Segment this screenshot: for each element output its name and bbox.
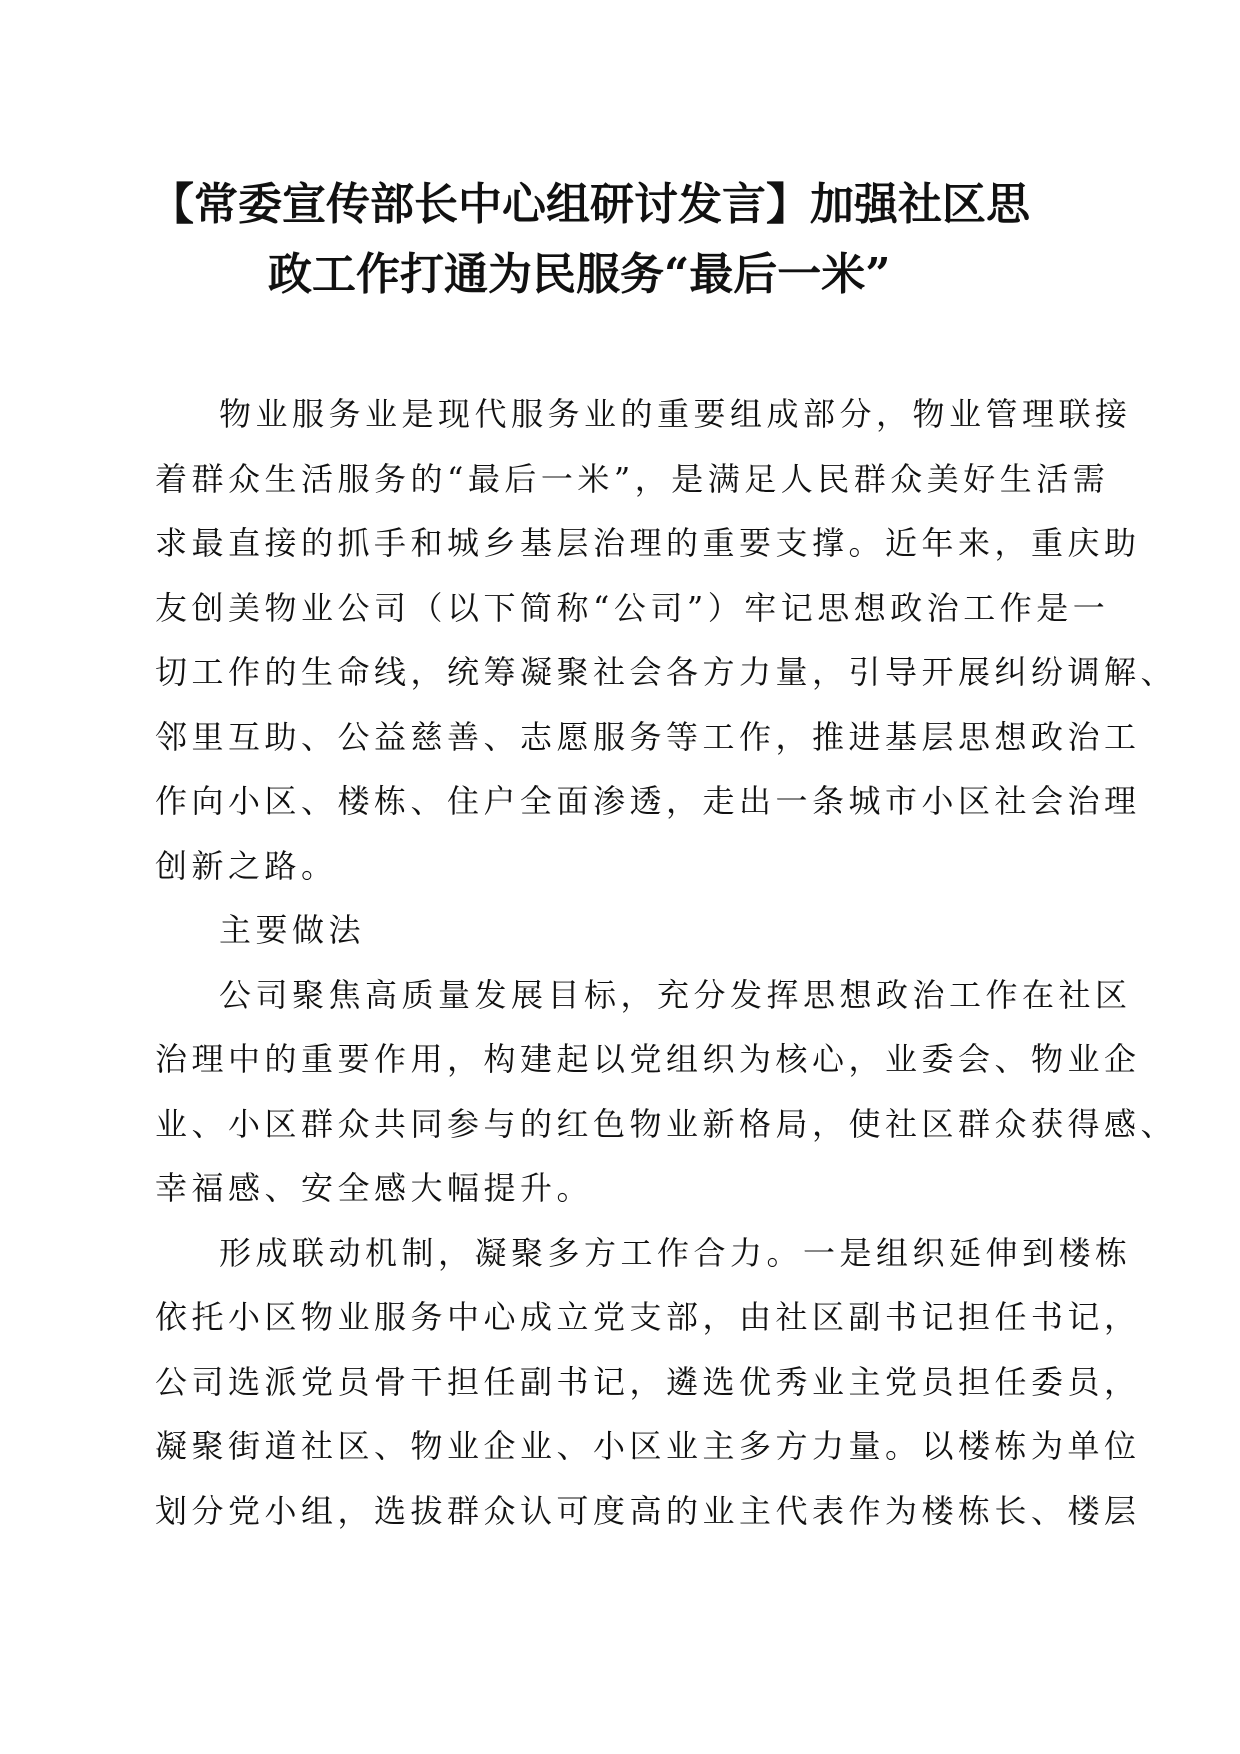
section-heading bbox=[155, 898, 1095, 963]
text-line: 治理中的重要作用，构建起以党组织为核心，业委会、物业企 bbox=[155, 1040, 1141, 1078]
title-line-1: 【常委宣传部长中心组研讨发言】加强社区思 bbox=[150, 179, 1030, 230]
document-body bbox=[155, 382, 1178, 1543]
title-line-2: 政工作打通为民服务“最后一米” bbox=[268, 249, 891, 300]
text-line: 作向小区、楼栋、住户全面渗透，走出一条城市小区社会治理 bbox=[155, 782, 1141, 820]
text-line: 物业服务业是现代服务业的重要组成部分，物业管理联接 bbox=[219, 395, 1132, 433]
text-line: 着群众生活服务的“最后一米”，是满足人民群众美好生活需 bbox=[155, 459, 1110, 498]
text-line: 友创美物业公司（以下简称“公司”）牢记思想政治工作是一 bbox=[155, 588, 1110, 627]
text-line: 幸福感、安全感大幅提升。 bbox=[155, 1169, 594, 1207]
text-line: 公司选派党员骨干担任副书记，遴选优秀业主党员担任委员， bbox=[155, 1362, 1141, 1401]
text-line: 邻里互助、公益慈善、志愿服务等工作，推进基层思想政治工 bbox=[155, 717, 1141, 756]
text-line: 公司聚焦高质量发展目标，充分发挥思想政治工作在社区 bbox=[219, 975, 1132, 1014]
text-line: 业、小区群众共同参与的红色物业新格局，使社区群众获得感、 bbox=[155, 1104, 1178, 1143]
paragraph-linkage-mechanism bbox=[155, 1221, 1141, 1544]
text-line: 划分党小组，选拔群众认可度高的业主代表作为楼栋长、楼层 bbox=[155, 1491, 1141, 1530]
paragraph-overview bbox=[155, 963, 1178, 1221]
text-line: 创新之路。 bbox=[155, 846, 338, 885]
paragraph-intro bbox=[155, 382, 1178, 898]
text-line: 依托小区物业服务中心成立党支部，由社区副书记担任书记， bbox=[155, 1298, 1141, 1336]
document-title bbox=[150, 170, 1090, 310]
text-line: 切工作的生命线，统筹凝聚社会各方力量，引导开展纠纷调解、 bbox=[155, 653, 1178, 691]
section-heading-text: 主要做法 bbox=[219, 911, 366, 949]
text-line: 形成联动机制，凝聚多方工作合力。一是组织延伸到楼栋 bbox=[219, 1233, 1132, 1272]
text-line: 凝聚街道社区、物业企业、小区业主多方力量。以楼栋为单位 bbox=[155, 1427, 1141, 1465]
text-line: 求最直接的抓手和城乡基层治理的重要支撑。近年来，重庆助 bbox=[155, 524, 1141, 562]
